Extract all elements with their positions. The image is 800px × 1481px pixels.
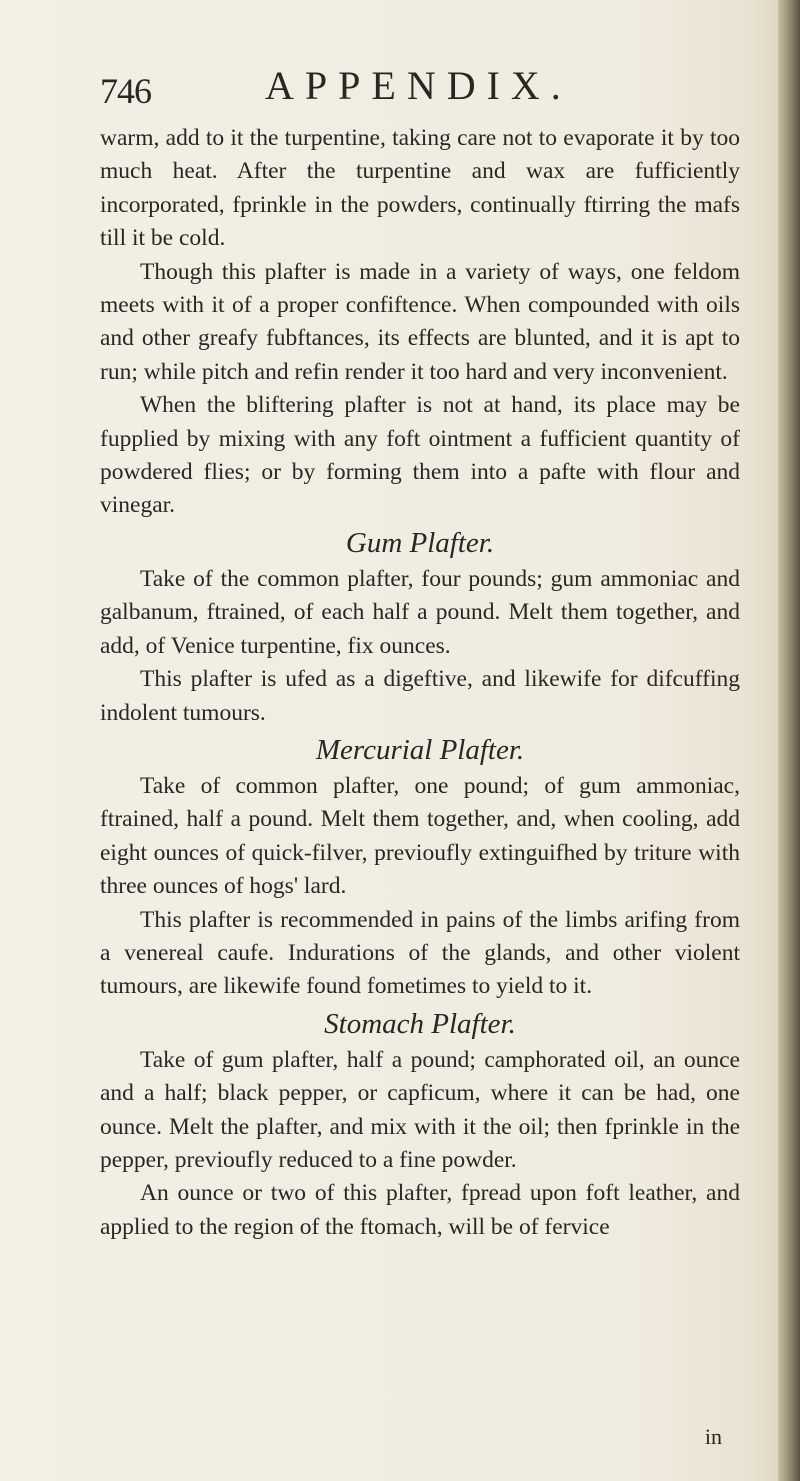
running-head: APPENDIX. bbox=[265, 63, 572, 108]
section-heading-gum-plaster: Gum Plafter. bbox=[345, 526, 495, 559]
paragraph: This plafter is recommended in pains of the limbs arifing from a venereal caufe. Indurations of the glands, and other violent tumours, are likewife found fometimes to yield to it. bbox=[100, 906, 740, 1000]
paragraph: Though this plafter is made in a variety of ways, one feldom meets with it of a proper confiftence. When compounded with oils and other greafy fubftances, its effects are blunted, and it is apt to run; while pitch and refin render it too hard and very inconvenient. bbox=[100, 258, 740, 385]
paragraph: An ounce or two of this plafter, fpread upon foft leather, and applied to the region of the ftomach, will be of fervice bbox=[100, 1180, 740, 1240]
page-number: 746 bbox=[100, 71, 151, 111]
paragraph: This plafter is ufed as a digeftive, and likewife for difcuffing indolent tumours. bbox=[100, 666, 740, 726]
section-heading-stomach-plaster: Stomach Plafter. bbox=[324, 1007, 516, 1040]
paragraph: Take of common plafter, one pound; of gum ammoniac, ftrained, half a pound. Melt them together, and, when cooling, add eight ounces of quick-filver, previoufly extinguifhed by triture with three ounces of hogs' lard. bbox=[100, 772, 740, 900]
paragraph: When the bliftering plafter is not at hand, its place may be fupplied by mixing with any foft ointment a fufficient quantity of powdered flies; or by forming them into a pafte with flour and vinegar. bbox=[100, 392, 740, 519]
page-header bbox=[100, 52, 740, 112]
section-heading-mercurial-plaster: Mercurial Plafter. bbox=[315, 733, 525, 766]
paragraph: Take of gum plafter, half a pound; camphorated oil, an ounce and a half; black pepper, or capficum, where it can be had, one ounce. Melt the plafter, and mix with it the oil; then fprinkle in the pepper, previoufly reduced to a fine powder. bbox=[100, 1046, 740, 1173]
catchword: in bbox=[704, 1424, 722, 1449]
paragraph: Take of the common plafter, four pounds; gum ammoniac and galbanum, ftrained, of each half a pound. Melt them together, and add, of Venice turpentine, fix ounces. bbox=[100, 565, 740, 659]
page-body bbox=[100, 122, 740, 1244]
page-edge bbox=[778, 0, 800, 1481]
paragraph: warm, add to it the turpentine, taking care not to evaporate it by too much heat. After the turpentine and wax are fufficiently incorporated, fprinkle in the powders, continually ftirring the mafs till it be cold. bbox=[100, 125, 740, 252]
